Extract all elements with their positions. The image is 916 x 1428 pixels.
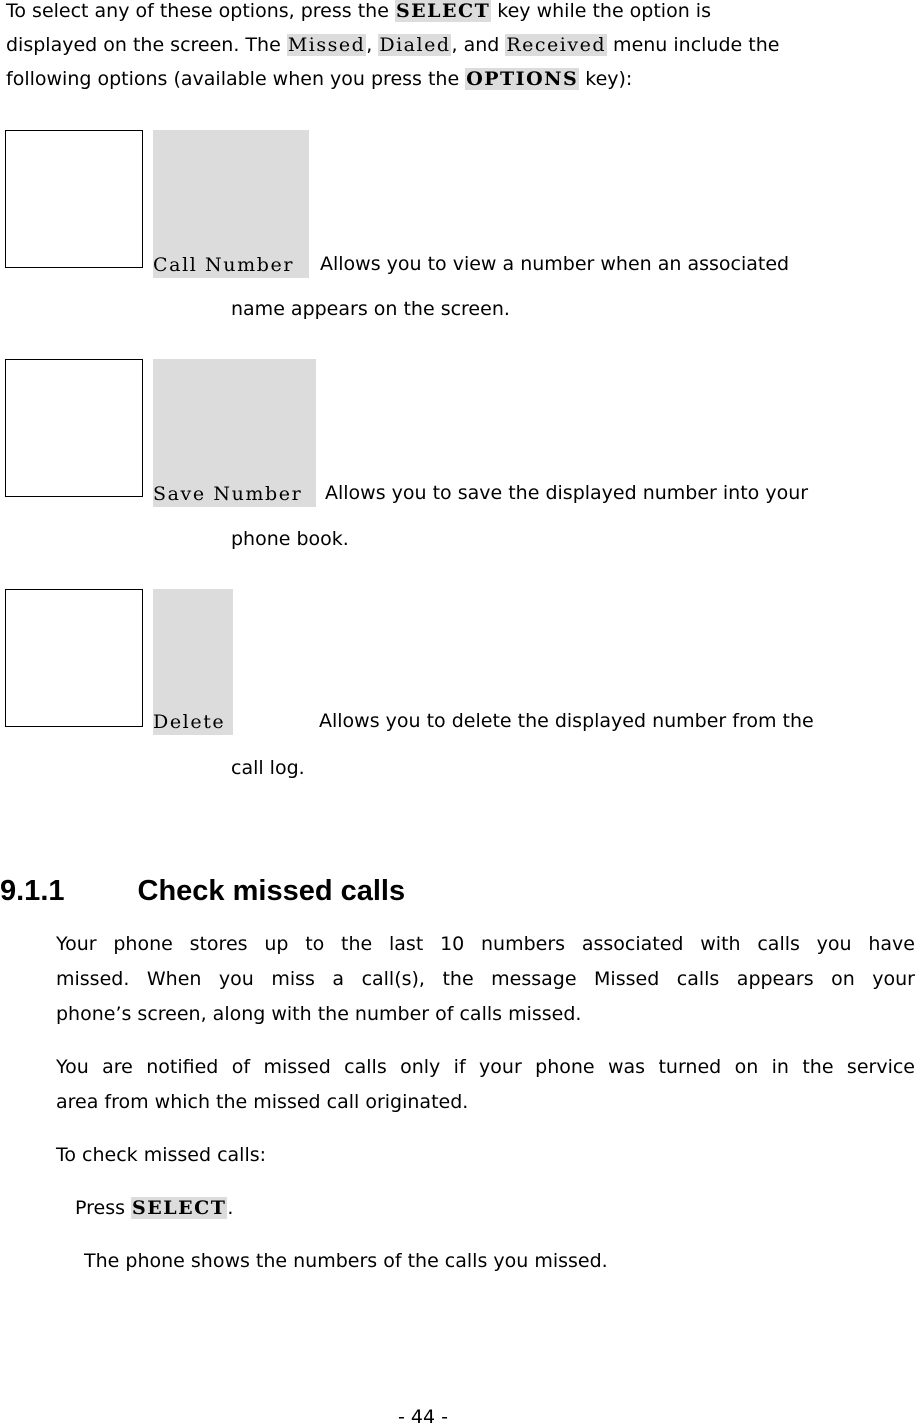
option-label-save-number: Save Number [153, 483, 303, 505]
step-text: . [227, 1197, 234, 1219]
option-description: phone book. [231, 528, 349, 550]
paragraph-line: Your phone stores up to the last 10 numbers associated with calls you have [56, 933, 915, 955]
option-description: Allows you to delete the displayed number from the [319, 710, 814, 732]
intro-text: following options (available when you press the [6, 68, 466, 90]
paragraph-to-check: To check missed calls: [56, 1144, 267, 1166]
paragraph-line: phone’s screen, along with the number of calls missed. [56, 1003, 582, 1025]
step-phone-shows: The phone shows the numbers of the calls you missed. [84, 1250, 608, 1272]
select-key-label: SELECT [395, 0, 491, 22]
option-description: name appears on the screen. [231, 298, 510, 320]
dialed-menu-label: Dialed [379, 34, 451, 56]
screen-image-placeholder [5, 589, 143, 727]
screen-image-placeholder [5, 130, 143, 268]
missed-menu-label: Missed [287, 34, 366, 56]
section-number: 9.1.1 [0, 875, 65, 907]
intro-line-2 [6, 30, 779, 60]
intro-line-3 [6, 64, 632, 94]
option-label-call-number: Call Number [153, 254, 295, 276]
intro-text: key while the option is [491, 0, 711, 22]
step-press-select [75, 1193, 233, 1223]
intro-text: key): [579, 68, 633, 90]
intro-text: , and [451, 34, 506, 56]
select-key-label: SELECT [132, 1197, 227, 1219]
intro-line-1 [6, 0, 711, 26]
intro-text: displayed on the screen. The [6, 34, 287, 56]
section-title: Check missed calls [137, 875, 406, 907]
section-heading [0, 874, 405, 908]
paragraph-missed-calls-storage [56, 927, 915, 1032]
paragraph-notification [56, 1050, 915, 1120]
option-description: call log. [231, 757, 305, 779]
step-text: Press [75, 1197, 132, 1219]
intro-text: , [366, 34, 379, 56]
intro-text: menu include the [607, 34, 780, 56]
option-label-delete: Delete [153, 711, 226, 733]
received-menu-label: Received [506, 34, 607, 56]
intro-text: To select any of these options, press the [6, 0, 395, 22]
option-description: Allows you to save the displayed number into your [325, 482, 809, 504]
paragraph-line: You are notified of missed calls only if your phone was turned on in the service [56, 1056, 915, 1078]
screen-image-placeholder [5, 359, 143, 497]
paragraph-line: missed. When you miss a call(s), the message Missed calls appears on your [56, 968, 915, 990]
options-key-label: OPTIONS [466, 68, 579, 90]
paragraph-line: area from which the missed call originated. [56, 1091, 469, 1113]
page-number: - 44 - [398, 1406, 448, 1428]
option-description: Allows you to view a number when an associated [320, 253, 790, 275]
